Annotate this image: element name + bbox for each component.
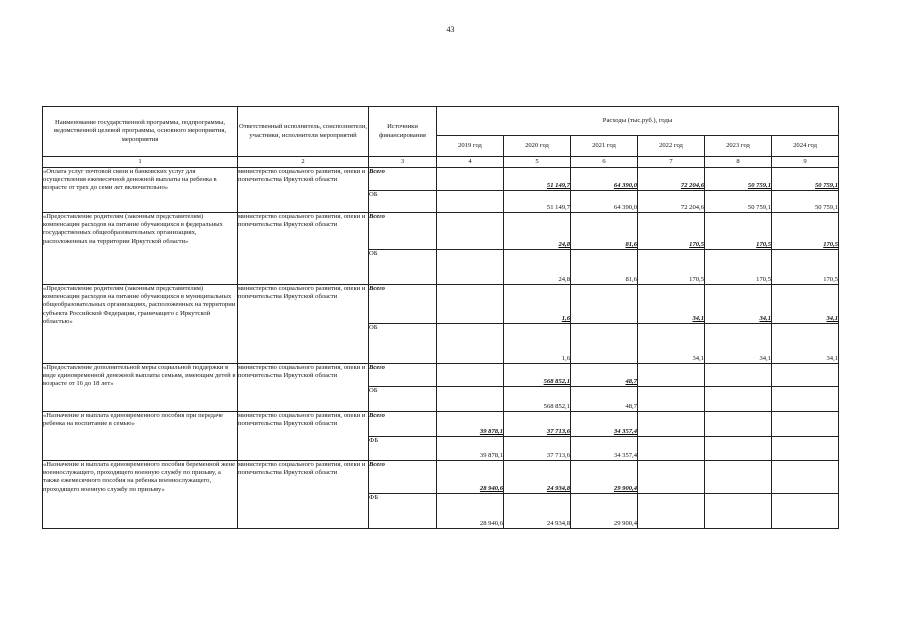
total-value <box>437 168 504 191</box>
source-value <box>772 437 839 461</box>
column-number: 9 <box>772 157 839 168</box>
table-row <box>43 412 839 437</box>
source-value: 81,6 <box>571 250 638 285</box>
source-value <box>437 191 504 213</box>
total-value <box>638 364 705 387</box>
source-value <box>437 387 504 412</box>
source-value <box>437 324 504 364</box>
total-value <box>772 364 839 387</box>
page-number: 43 <box>446 25 455 34</box>
total-value <box>705 364 772 387</box>
column-number: 3 <box>369 157 437 168</box>
measure-name: «Оплата услуг почтовой связи и банковских услуг для осуществления ежемесячной денежной выплаты на ребенка в возрасте от трех до семи лет включительно» <box>43 168 238 213</box>
total-value: 50 759,1 <box>772 168 839 191</box>
header-year: 2019 год <box>437 136 504 157</box>
source-value: 29 900,4 <box>571 494 638 529</box>
source-value: 170,5 <box>772 250 839 285</box>
source-value: 72 204,6 <box>638 191 705 213</box>
column-number: 2 <box>238 157 369 168</box>
total-value <box>638 412 705 437</box>
source-value <box>772 494 839 529</box>
source-value <box>437 250 504 285</box>
total-value <box>638 461 705 494</box>
source-value: 24 934,8 <box>504 494 571 529</box>
source-value <box>705 494 772 529</box>
source-value: 568 852,1 <box>504 387 571 412</box>
source-total-label: Всего <box>369 461 437 494</box>
header-year: 2020 год <box>504 136 571 157</box>
total-value <box>437 285 504 324</box>
executor: министерство социального развития, опеки и попечительства Иркутской области <box>238 461 369 529</box>
source-label: ФБ <box>369 437 437 461</box>
table-row <box>43 461 839 494</box>
total-value: 72 204,6 <box>638 168 705 191</box>
total-value: 1,6 <box>504 285 571 324</box>
total-value: 170,5 <box>705 213 772 250</box>
source-value <box>772 387 839 412</box>
source-total-label: Всего <box>369 364 437 387</box>
total-value <box>705 461 772 494</box>
header-year: 2022 год <box>638 136 705 157</box>
header-year: 2024 год <box>772 136 839 157</box>
column-number: 7 <box>638 157 705 168</box>
source-value <box>705 437 772 461</box>
header-year: 2021 год <box>571 136 638 157</box>
total-value: 51 149,7 <box>504 168 571 191</box>
executor: министерство социального развития, опеки и попечительства Иркутской области <box>238 213 369 285</box>
source-label: ОБ <box>369 191 437 213</box>
source-value <box>638 494 705 529</box>
source-value: 50 759,1 <box>772 191 839 213</box>
source-value: 39 878,1 <box>437 437 504 461</box>
source-value: 34 357,4 <box>571 437 638 461</box>
source-value <box>638 387 705 412</box>
measure-name: «Предоставление родителям (законным представителям) компенсации расходов на питание обучающихся в муниципальных общеобразовательных организациях, расположенных на территории субъекта Российской Федерации, граничащего с Иркутской областью» <box>43 285 238 364</box>
executor: министерство социального развития, опеки и попечительства Иркутской области <box>238 168 369 213</box>
table-row <box>43 285 839 324</box>
header-funding-source: Источники финансирования <box>369 107 437 157</box>
total-value: 81,6 <box>571 213 638 250</box>
measure-name: «Назначение и выплата единовременного пособия при передаче ребенка на воспитание в семью» <box>43 412 238 461</box>
column-number: 5 <box>504 157 571 168</box>
source-value: 64 390,0 <box>571 191 638 213</box>
header-executor: Ответственный исполнитель, соисполнители, участники, исполнители мероприятий <box>238 107 369 157</box>
source-value: 170,5 <box>705 250 772 285</box>
source-label: ОБ <box>369 324 437 364</box>
source-total-label: Всего <box>369 168 437 191</box>
column-number: 6 <box>571 157 638 168</box>
executor: министерство социального развития, опеки и попечительства Иркутской области <box>238 285 369 364</box>
header-program-name: Наименование государственной программы, подпрограммы, ведомственной целевой программы, основного мероприятия, мероприятия <box>43 107 238 157</box>
source-total-label: Всего <box>369 412 437 437</box>
total-value: 24,8 <box>504 213 571 250</box>
column-number: 8 <box>705 157 772 168</box>
header-year: 2023 год <box>705 136 772 157</box>
source-value: 48,7 <box>571 387 638 412</box>
source-value: 1,6 <box>504 324 571 364</box>
total-value: 48,7 <box>571 364 638 387</box>
source-label: ОБ <box>369 387 437 412</box>
total-value: 34,1 <box>772 285 839 324</box>
table-row <box>43 213 839 250</box>
total-value: 64 390,0 <box>571 168 638 191</box>
total-value: 34,1 <box>705 285 772 324</box>
measure-name: «Предоставление дополнительной меры социальной поддержки в виде единовременной денежной выплаты семьям, имеющим детей в возрасте от 16 до 18 лет» <box>43 364 238 412</box>
source-value: 24,8 <box>504 250 571 285</box>
total-value: 34,1 <box>638 285 705 324</box>
table-row <box>43 168 839 191</box>
source-value: 28 940,6 <box>437 494 504 529</box>
measure-name: «Назначение и выплата единовременного пособия беременной жене военнослужащего, проходящего военную службу по призыву, а также ежемесячного пособия на ребенка военнослужащего, проходящего военную службу по призыву» <box>43 461 238 529</box>
total-value: 170,5 <box>638 213 705 250</box>
total-value <box>571 285 638 324</box>
expenses-table <box>42 106 839 529</box>
total-value: 39 878,1 <box>437 412 504 437</box>
source-value: 34,1 <box>638 324 705 364</box>
source-value: 37 713,6 <box>504 437 571 461</box>
header-expenses: Расходы (тыс.руб.), годы <box>437 107 839 136</box>
total-value: 568 852,1 <box>504 364 571 387</box>
executor: министерство социального развития, опеки и попечительства Иркутской области <box>238 364 369 412</box>
total-value: 37 713,6 <box>504 412 571 437</box>
total-value: 170,5 <box>772 213 839 250</box>
total-value: 29 900,4 <box>571 461 638 494</box>
source-total-label: Всего <box>369 285 437 324</box>
total-value <box>705 412 772 437</box>
total-value: 28 940,6 <box>437 461 504 494</box>
column-number: 4 <box>437 157 504 168</box>
total-value <box>437 364 504 387</box>
total-value <box>437 213 504 250</box>
source-label: ФБ <box>369 494 437 529</box>
source-value: 34,1 <box>705 324 772 364</box>
total-value: 50 759,1 <box>705 168 772 191</box>
source-value: 170,5 <box>638 250 705 285</box>
column-number: 1 <box>43 157 238 168</box>
source-total-label: Всего <box>369 213 437 250</box>
total-value: 34 357,4 <box>571 412 638 437</box>
source-value <box>638 437 705 461</box>
table-row <box>43 364 839 387</box>
source-value <box>705 387 772 412</box>
source-label: ОБ <box>369 250 437 285</box>
total-value: 24 934,8 <box>504 461 571 494</box>
source-value: 34,1 <box>772 324 839 364</box>
source-value <box>571 324 638 364</box>
column-number-row <box>43 157 839 168</box>
total-value <box>772 412 839 437</box>
source-value: 51 149,7 <box>504 191 571 213</box>
measure-name: «Предоставление родителям (законным представителям) компенсации расходов на питание обучающихся в федеральных государственных общеобразовательных организациях, расположенных на территории Иркутской области» <box>43 213 238 285</box>
executor: министерство социального развития, опеки и попечительства Иркутской области <box>238 412 369 461</box>
total-value <box>772 461 839 494</box>
source-value: 50 759,1 <box>705 191 772 213</box>
